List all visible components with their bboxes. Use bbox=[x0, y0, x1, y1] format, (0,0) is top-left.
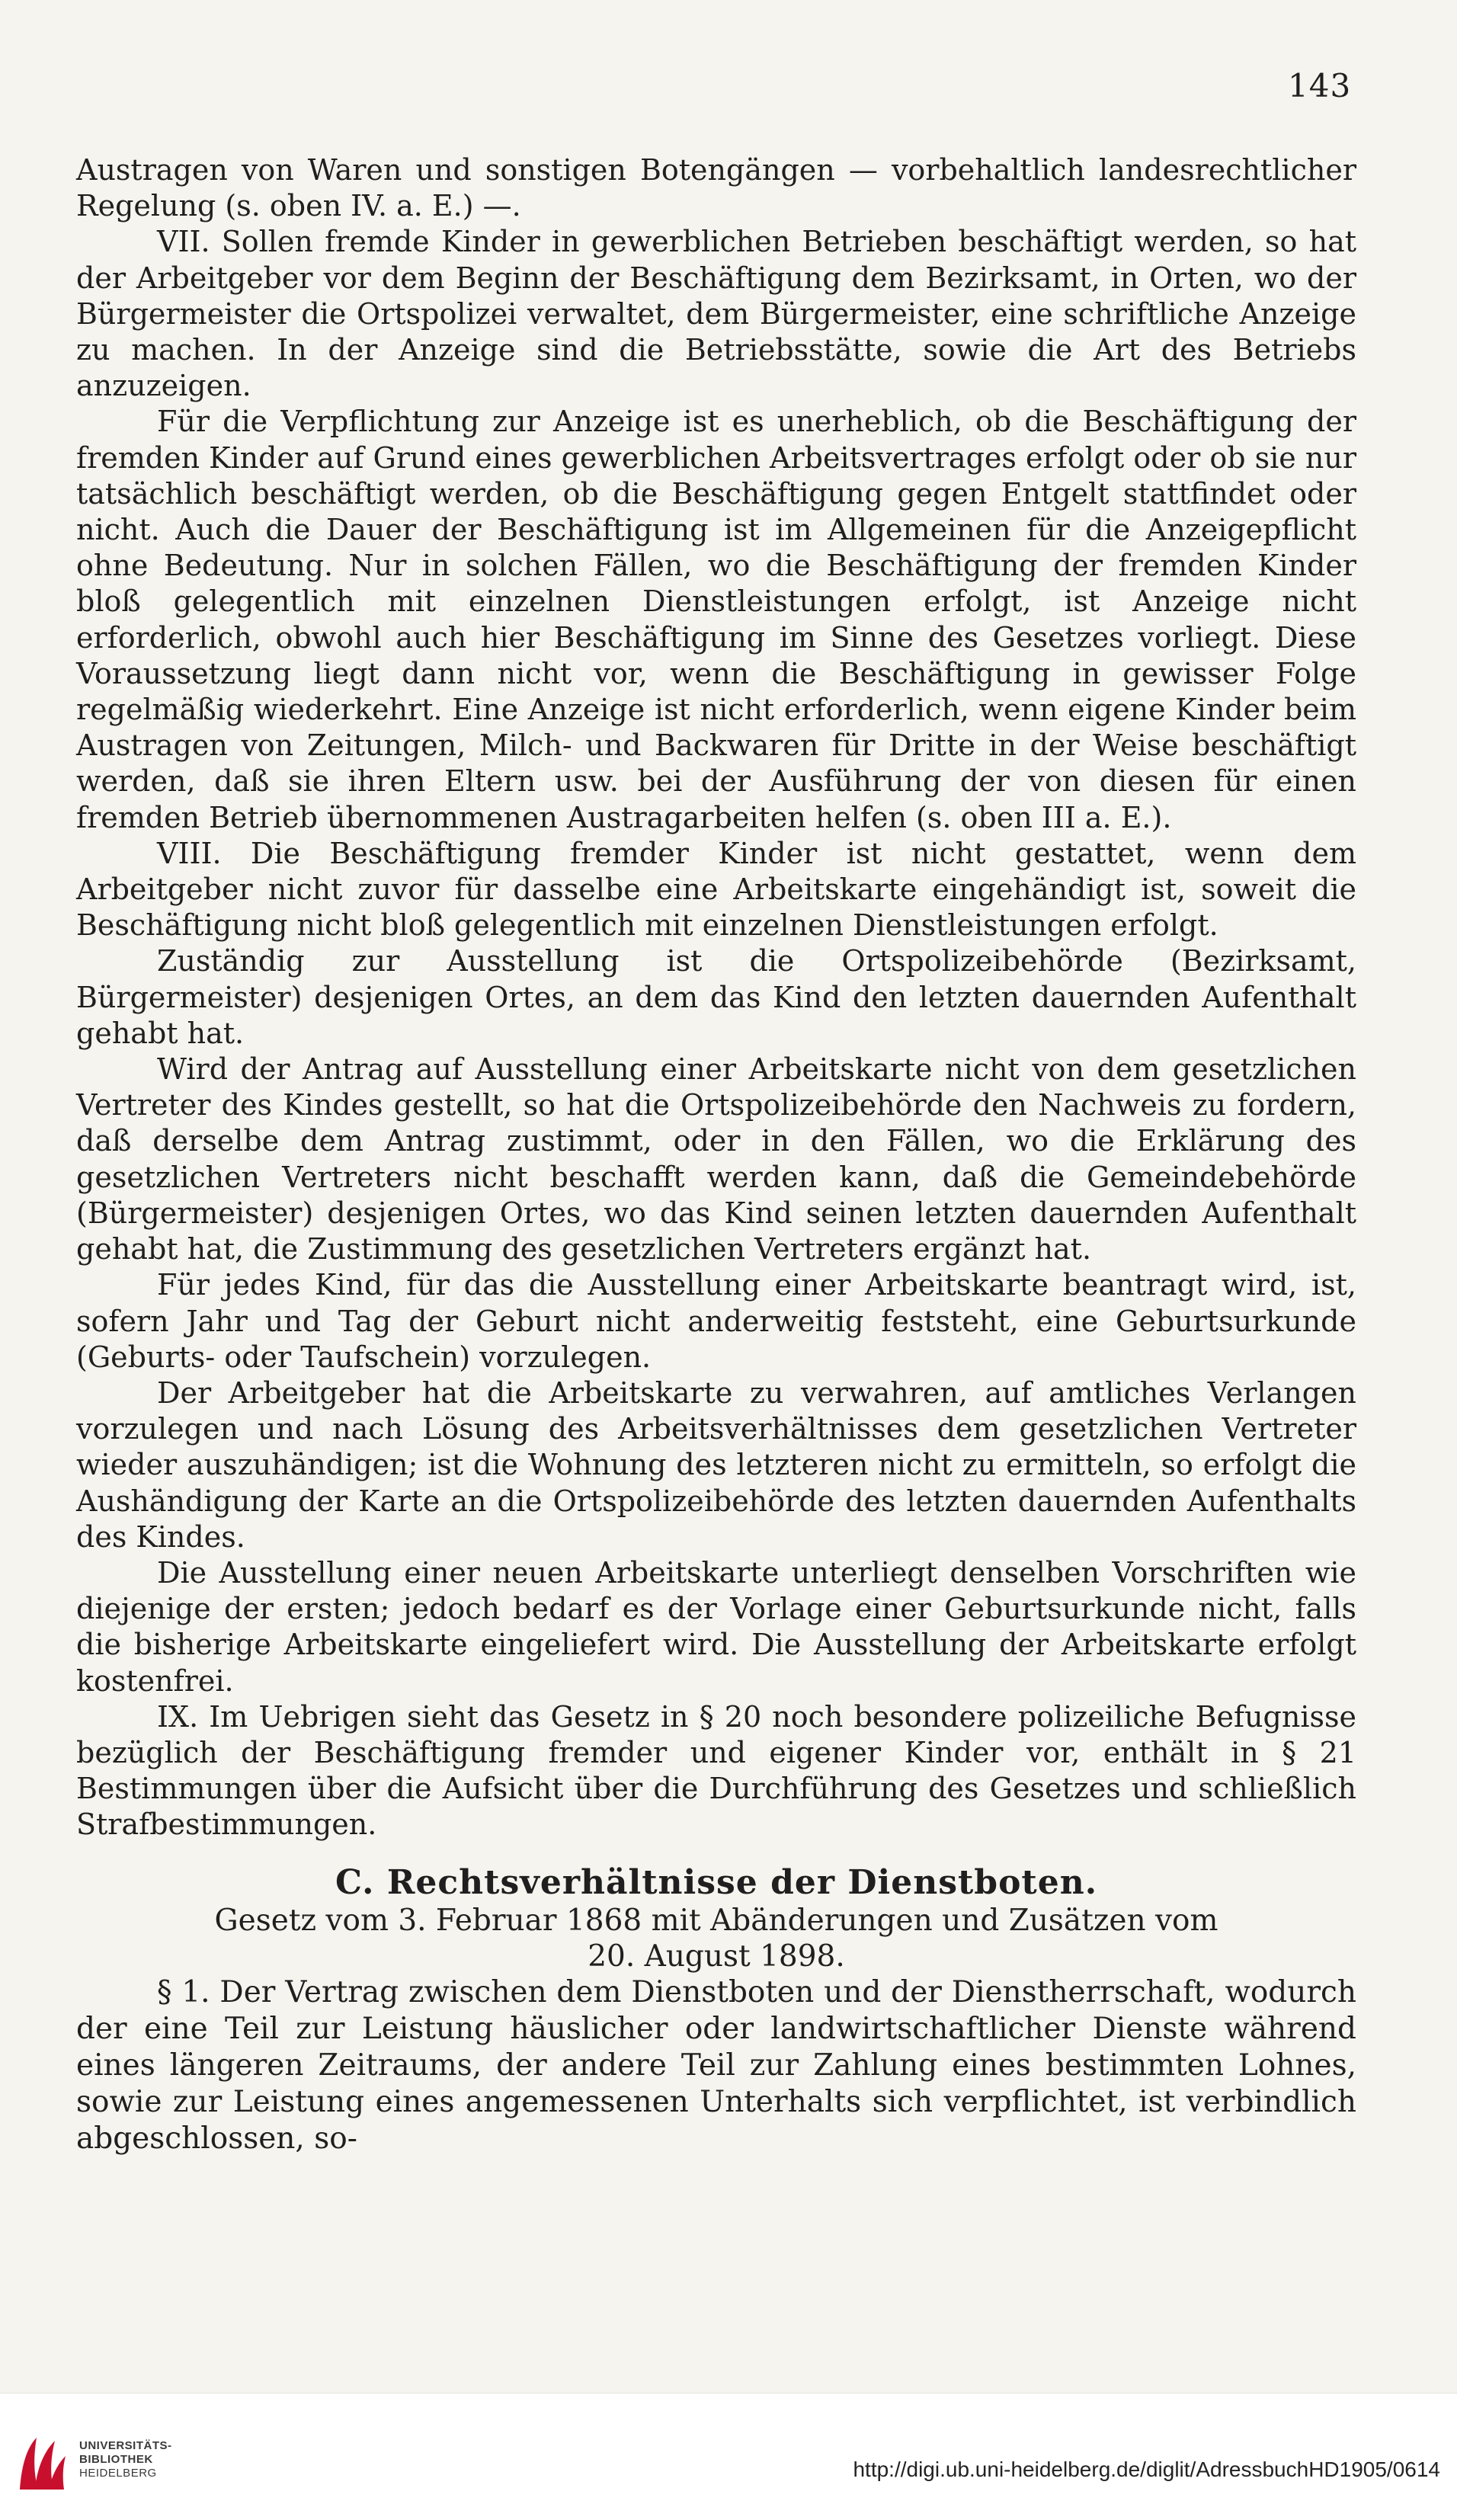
paragraph: VII. Sollen fremde Kinder in gewerblichen Betrieben beschäftigt werden, so hat der Arbeitgeber vor dem Beginn der Beschäftigung dem Bezirksamt, in Orten, wo der Bürgermeister die Ortspolizei verwaltet, dem Bürgermeister, eine schriftliche Anzeige zu machen. In der Anzeige sind die Betriebsstätte, sowie die Art des Betriebs anzuzeigen. bbox=[76, 225, 1356, 403]
logo-line-3: HEIDELBERG bbox=[79, 2467, 157, 2480]
law-title-line-2: 20. August 1898. bbox=[588, 1939, 845, 1974]
paragraph: Die Ausstellung einer neuen Arbeitskarte unterliegt denselben Vorschriften wie diejenige der ersten; jedoch bedarf es der Vorlage einer Geburtsurkunde nicht, falls die bisherige Arbeitskarte eingeliefert wird. Die Ausstellung der Arbeitskarte erfolgt kostenfrei. bbox=[76, 1555, 1356, 1698]
paragraph: Für jedes Kind, für das die Ausstellung einer Arbeitskarte beantragt wird, ist, sofern Jahr und Tag der Geburt nicht anderweitig feststeht, eine Geburtsurkunde (Geburts- oder Taufschein) vorzulegen. bbox=[76, 1268, 1356, 1374]
university-library-logo-icon bbox=[14, 2433, 69, 2494]
paragraph: Für die Verpflichtung zur Anzeige ist es unerheblich, ob die Beschäftigung der fremden Kinder auf Grund eines gewerblichen Arbeitsvertrages erfolgt oder ob sie nur tatsächlich beschäftigt werden, ob die Beschäftigung gegen Entgelt stattfindet oder nicht. Auch die Dauer der Beschäftigung ist im Allgemeinen für die Anzeigepflicht ohne Bedeutung. Nur in solchen Fällen, wo die Beschäftigung der fremden Kinder bloß gelegentlich mit einzelnen Dienstleistungen erfolgt, ist Anzeige nicht erforderlich, obwohl auch hier Beschäftigung im Sinne des Gesetzes vorliegt. Diese Voraussetzung liegt dann nicht vor, wenn die Beschäftigung in gewisser Folge regelmäßig wiederkehrt. Eine Anzeige ist nicht erforderlich, wenn eigene Kinder beim Austragen von Zeitungen, Milch- und Backwaren für Dritte in der Weise beschäftigt werden, daß sie ihren Eltern usw. bei der Ausführung der von diesen für einen fremden Betrieb übernommenen Austragarbeiten helfen (s. oben III a. E.). bbox=[76, 405, 1356, 834]
paragraph: Wird der Antrag auf Ausstellung einer Arbeitskarte nicht von dem gesetzlichen Vertreter des Kindes gestellt, so hat die Ortspolizeibehörde den Nachweis zu fordern, daß derselbe dem Antrag zustimmt, oder in den Fällen, wo die Erklärung des gesetzlichen Vertreters nicht beschafft werden kann, daß die Gemeindebehörde (Bürgermeister) desjenigen Ortes, wo das Kind seinen letzten dauernden Aufenthalt gehabt hat, die Zustimmung des gesetzlichen Vertreters ergänzt hat. bbox=[76, 1052, 1356, 1266]
footer-bar bbox=[0, 2393, 1457, 2520]
paragraph: VIII. Die Beschäftigung fremder Kinder ist nicht gestattet, wenn dem Arbeitgeber nicht zuvor für dasselbe eine Arbeitskarte eingehändigt ist, soweit die Beschäftigung nicht bloß gelegentlich mit einzelnen Dienstleistungen erfolgt. bbox=[76, 836, 1356, 943]
paragraph: Der Arbeitgeber hat die Arbeitskarte zu verwahren, auf amtliches Verlangen vorzulegen und nach Lösung des Arbeitsverhältnisses dem gesetzlichen Vertreter wieder auszuhändigen; ist die Wohnung des letzteren nicht zu ermitteln, so erfolgt die Aushändigung der Karte an die Ortspolizeibehörde des letzten dauernden Aufenthalts des Kindes. bbox=[76, 1375, 1356, 1554]
section-heading: C. Rechtsverhältnisse der Dienstboten. bbox=[335, 1862, 1098, 1902]
law-title-line-1: Gesetz vom 3. Februar 1868 mit Abänderungen und Zusätzen vom bbox=[214, 1903, 1218, 1938]
logo-line-2: BIBLIOTHEK bbox=[79, 2453, 153, 2466]
paragraph: IX. Im Uebrigen sieht das Gesetz in § 20 noch besondere polizeiliche Befugnisse bezüglich der Beschäftigung fremder und eigener Kinder vor, enthält in § 21 Bestimmungen über die Aufsicht über die Durchführung des Gesetzes und schließlich Strafbestimmungen. bbox=[76, 1699, 1356, 1842]
page-body bbox=[76, 152, 1356, 2157]
source-url-link[interactable]: http://digi.ub.uni-heidelberg.de/diglit/AdressbuchHD1905/0614 bbox=[853, 2458, 1440, 2481]
paragraph: Austragen von Waren und sonstigen Botengängen — vorbehaltlich landesrechtlicher Regelung (s. oben IV. a. E.) —. bbox=[76, 153, 1356, 223]
law-paragraph: § 1. Der Vertrag zwischen dem Dienstboten und der Dienstherrschaft, wodurch der eine Teil zur Leistung häuslicher oder landwirtschaftlicher Dienste während eines längeren Zeitraums, der andere Teil zur Zahlung eines bestimmten Lohnes, sowie zur Leistung eines angemessenen Unterhalts sich verpflichtet, ist verbindlich abgeschlossen, so- bbox=[76, 1974, 1356, 2156]
paragraph: Zuständig zur Ausstellung ist die Ortspolizeibehörde (Bezirksamt, Bürgermeister) desjenigen Ortes, an dem das Kind den letzten dauernden Aufenthalt gehabt hat. bbox=[76, 944, 1356, 1050]
logo-line-1: UNIVERSITÄTS- bbox=[79, 2439, 172, 2452]
logo-wordmark bbox=[79, 2439, 172, 2480]
page-number: 143 bbox=[1288, 67, 1352, 104]
